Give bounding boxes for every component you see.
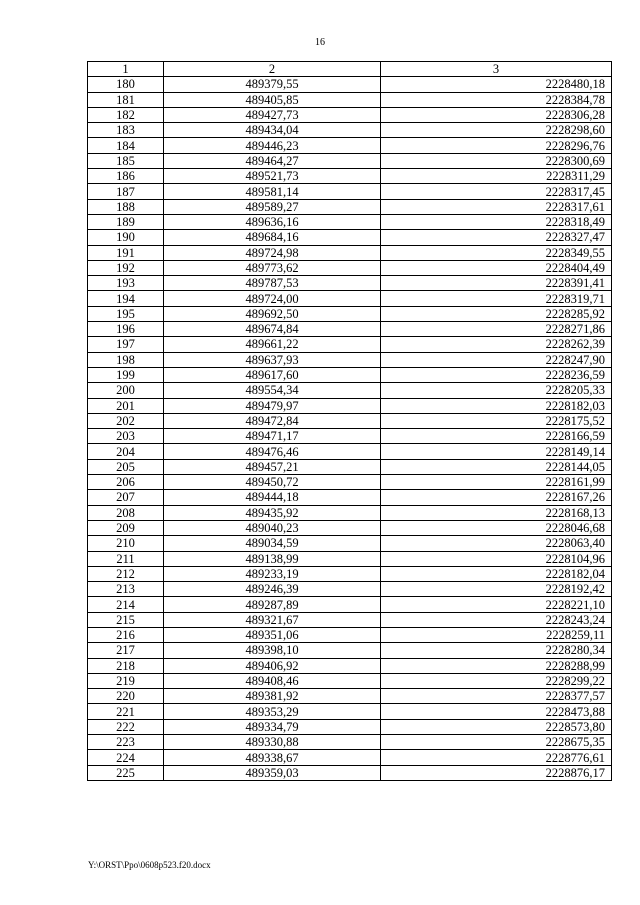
cell-x-coordinate: 489446,23 <box>164 138 381 153</box>
cell-y-coordinate: 2228280,34 <box>381 643 612 658</box>
cell-point-number: 193 <box>88 276 164 291</box>
cell-x-coordinate: 489636,16 <box>164 214 381 229</box>
cell-y-coordinate: 2228259,11 <box>381 627 612 642</box>
coordinates-table <box>87 61 612 781</box>
table-row <box>88 566 612 581</box>
table-row <box>88 475 612 490</box>
cell-point-number: 211 <box>88 551 164 566</box>
table-row <box>88 184 612 199</box>
cell-point-number: 201 <box>88 398 164 413</box>
cell-x-coordinate: 489554,34 <box>164 383 381 398</box>
table-row <box>88 77 612 92</box>
cell-y-coordinate: 2228168,13 <box>381 505 612 520</box>
cell-y-coordinate: 2228247,90 <box>381 352 612 367</box>
table-row <box>88 673 612 688</box>
cell-x-coordinate: 489450,72 <box>164 475 381 490</box>
cell-x-coordinate: 489334,79 <box>164 719 381 734</box>
cell-x-coordinate: 489521,73 <box>164 169 381 184</box>
cell-x-coordinate: 489589,27 <box>164 199 381 214</box>
column-header-y: 3 <box>381 62 612 77</box>
cell-point-number: 206 <box>88 475 164 490</box>
cell-x-coordinate: 489321,67 <box>164 612 381 627</box>
cell-x-coordinate: 489674,84 <box>164 322 381 337</box>
table-row <box>88 367 612 382</box>
cell-x-coordinate: 489637,93 <box>164 352 381 367</box>
cell-x-coordinate: 489661,22 <box>164 337 381 352</box>
cell-point-number: 222 <box>88 719 164 734</box>
cell-point-number: 200 <box>88 383 164 398</box>
table-row <box>88 505 612 520</box>
table-row <box>88 230 612 245</box>
cell-x-coordinate: 489408,46 <box>164 673 381 688</box>
cell-y-coordinate: 2228192,42 <box>381 582 612 597</box>
cell-point-number: 208 <box>88 505 164 520</box>
cell-x-coordinate: 489405,85 <box>164 92 381 107</box>
cell-x-coordinate: 489034,59 <box>164 536 381 551</box>
cell-y-coordinate: 2228144,05 <box>381 459 612 474</box>
cell-point-number: 188 <box>88 199 164 214</box>
cell-x-coordinate: 489287,89 <box>164 597 381 612</box>
cell-y-coordinate: 2228384,78 <box>381 92 612 107</box>
cell-y-coordinate: 2228876,17 <box>381 765 612 780</box>
cell-x-coordinate: 489435,92 <box>164 505 381 520</box>
cell-x-coordinate: 489398,10 <box>164 643 381 658</box>
cell-point-number: 190 <box>88 230 164 245</box>
cell-x-coordinate: 489379,55 <box>164 77 381 92</box>
cell-point-number: 220 <box>88 689 164 704</box>
cell-x-coordinate: 489479,97 <box>164 398 381 413</box>
table-row <box>88 750 612 765</box>
table-row <box>88 597 612 612</box>
table-row <box>88 398 612 413</box>
cell-y-coordinate: 2228473,88 <box>381 704 612 719</box>
cell-point-number: 197 <box>88 337 164 352</box>
cell-point-number: 189 <box>88 214 164 229</box>
cell-x-coordinate: 489330,88 <box>164 735 381 750</box>
cell-y-coordinate: 2228349,55 <box>381 245 612 260</box>
cell-point-number: 199 <box>88 367 164 382</box>
table-row <box>88 627 612 642</box>
cell-x-coordinate: 489724,98 <box>164 245 381 260</box>
cell-point-number: 212 <box>88 566 164 581</box>
cell-point-number: 217 <box>88 643 164 658</box>
cell-y-coordinate: 2228319,71 <box>381 291 612 306</box>
table-row <box>88 459 612 474</box>
cell-y-coordinate: 2228166,59 <box>381 429 612 444</box>
cell-y-coordinate: 2228317,61 <box>381 199 612 214</box>
cell-y-coordinate: 2228327,47 <box>381 230 612 245</box>
cell-y-coordinate: 2228182,03 <box>381 398 612 413</box>
cell-point-number: 210 <box>88 536 164 551</box>
cell-point-number: 185 <box>88 153 164 168</box>
cell-x-coordinate: 489476,46 <box>164 444 381 459</box>
cell-x-coordinate: 489787,53 <box>164 276 381 291</box>
cell-y-coordinate: 2228167,26 <box>381 490 612 505</box>
cell-x-coordinate: 489444,18 <box>164 490 381 505</box>
cell-y-coordinate: 2228776,61 <box>381 750 612 765</box>
cell-y-coordinate: 2228299,22 <box>381 673 612 688</box>
table-row <box>88 153 612 168</box>
cell-x-coordinate: 489381,92 <box>164 689 381 704</box>
cell-point-number: 205 <box>88 459 164 474</box>
cell-y-coordinate: 2228149,14 <box>381 444 612 459</box>
table-row <box>88 199 612 214</box>
cell-y-coordinate: 2228404,49 <box>381 260 612 275</box>
cell-y-coordinate: 2228377,57 <box>381 689 612 704</box>
cell-point-number: 187 <box>88 184 164 199</box>
cell-y-coordinate: 2228391,41 <box>381 276 612 291</box>
cell-point-number: 186 <box>88 169 164 184</box>
cell-point-number: 204 <box>88 444 164 459</box>
cell-point-number: 198 <box>88 352 164 367</box>
cell-y-coordinate: 2228318,49 <box>381 214 612 229</box>
cell-point-number: 184 <box>88 138 164 153</box>
cell-point-number: 219 <box>88 673 164 688</box>
cell-point-number: 183 <box>88 123 164 138</box>
page-number: 16 <box>315 37 325 48</box>
table-row <box>88 612 612 627</box>
table-header-row <box>88 62 612 77</box>
cell-y-coordinate: 2228300,69 <box>381 153 612 168</box>
cell-point-number: 196 <box>88 322 164 337</box>
cell-x-coordinate: 489457,21 <box>164 459 381 474</box>
cell-point-number: 202 <box>88 413 164 428</box>
cell-y-coordinate: 2228306,28 <box>381 107 612 122</box>
table-row <box>88 444 612 459</box>
cell-y-coordinate: 2228573,80 <box>381 719 612 734</box>
cell-x-coordinate: 489351,06 <box>164 627 381 642</box>
cell-y-coordinate: 2228063,40 <box>381 536 612 551</box>
table-row <box>88 719 612 734</box>
cell-point-number: 209 <box>88 520 164 535</box>
cell-y-coordinate: 2228675,35 <box>381 735 612 750</box>
cell-point-number: 181 <box>88 92 164 107</box>
table-row <box>88 520 612 535</box>
column-header-x: 2 <box>164 62 381 77</box>
table-row <box>88 245 612 260</box>
cell-point-number: 216 <box>88 627 164 642</box>
cell-point-number: 224 <box>88 750 164 765</box>
cell-x-coordinate: 489138,99 <box>164 551 381 566</box>
table-row <box>88 352 612 367</box>
cell-y-coordinate: 2228262,39 <box>381 337 612 352</box>
cell-y-coordinate: 2228046,68 <box>381 520 612 535</box>
table-row <box>88 123 612 138</box>
cell-y-coordinate: 2228175,52 <box>381 413 612 428</box>
cell-x-coordinate: 489427,73 <box>164 107 381 122</box>
table-row <box>88 765 612 780</box>
cell-x-coordinate: 489359,03 <box>164 765 381 780</box>
cell-x-coordinate: 489581,14 <box>164 184 381 199</box>
cell-y-coordinate: 2228271,86 <box>381 322 612 337</box>
table-row <box>88 260 612 275</box>
table-row <box>88 383 612 398</box>
cell-point-number: 180 <box>88 77 164 92</box>
cell-point-number: 194 <box>88 291 164 306</box>
table-row <box>88 337 612 352</box>
cell-x-coordinate: 489471,17 <box>164 429 381 444</box>
table-row <box>88 643 612 658</box>
table-row <box>88 429 612 444</box>
table-row <box>88 413 612 428</box>
cell-point-number: 192 <box>88 260 164 275</box>
cell-y-coordinate: 2228161,99 <box>381 475 612 490</box>
cell-x-coordinate: 489692,50 <box>164 306 381 321</box>
cell-x-coordinate: 489338,67 <box>164 750 381 765</box>
cell-x-coordinate: 489464,27 <box>164 153 381 168</box>
table-row <box>88 107 612 122</box>
table-row <box>88 658 612 673</box>
table-row <box>88 536 612 551</box>
cell-x-coordinate: 489724,00 <box>164 291 381 306</box>
cell-y-coordinate: 2228221,10 <box>381 597 612 612</box>
cell-x-coordinate: 489684,16 <box>164 230 381 245</box>
cell-x-coordinate: 489353,29 <box>164 704 381 719</box>
cell-point-number: 225 <box>88 765 164 780</box>
cell-point-number: 213 <box>88 582 164 597</box>
column-header-point: 1 <box>88 62 164 77</box>
table-row <box>88 490 612 505</box>
cell-y-coordinate: 2228480,18 <box>381 77 612 92</box>
table-row <box>88 214 612 229</box>
cell-x-coordinate: 489233,19 <box>164 566 381 581</box>
table-row <box>88 582 612 597</box>
cell-y-coordinate: 2228104,96 <box>381 551 612 566</box>
cell-x-coordinate: 489040,23 <box>164 520 381 535</box>
cell-point-number: 207 <box>88 490 164 505</box>
cell-y-coordinate: 2228205,33 <box>381 383 612 398</box>
cell-x-coordinate: 489472,84 <box>164 413 381 428</box>
cell-x-coordinate: 489246,39 <box>164 582 381 597</box>
cell-y-coordinate: 2228243,24 <box>381 612 612 627</box>
cell-x-coordinate: 489434,04 <box>164 123 381 138</box>
table-body <box>88 77 612 781</box>
cell-x-coordinate: 489406,92 <box>164 658 381 673</box>
table-row <box>88 291 612 306</box>
table-row <box>88 704 612 719</box>
cell-y-coordinate: 2228317,45 <box>381 184 612 199</box>
cell-y-coordinate: 2228236,59 <box>381 367 612 382</box>
cell-y-coordinate: 2228285,92 <box>381 306 612 321</box>
cell-x-coordinate: 489617,60 <box>164 367 381 382</box>
table-row <box>88 689 612 704</box>
table-row <box>88 322 612 337</box>
table-row <box>88 551 612 566</box>
cell-point-number: 191 <box>88 245 164 260</box>
cell-point-number: 215 <box>88 612 164 627</box>
cell-point-number: 203 <box>88 429 164 444</box>
table-row <box>88 276 612 291</box>
cell-point-number: 182 <box>88 107 164 122</box>
table-row <box>88 92 612 107</box>
cell-x-coordinate: 489773,62 <box>164 260 381 275</box>
table-row <box>88 138 612 153</box>
cell-y-coordinate: 2228311,29 <box>381 169 612 184</box>
table-row <box>88 735 612 750</box>
cell-y-coordinate: 2228296,76 <box>381 138 612 153</box>
cell-point-number: 195 <box>88 306 164 321</box>
cell-y-coordinate: 2228182,04 <box>381 566 612 581</box>
cell-point-number: 221 <box>88 704 164 719</box>
footer-file-path: Y:\ORST\Ppo\0608p523.f20.docx <box>88 860 211 870</box>
cell-point-number: 218 <box>88 658 164 673</box>
table-row <box>88 306 612 321</box>
cell-y-coordinate: 2228288,99 <box>381 658 612 673</box>
cell-y-coordinate: 2228298,60 <box>381 123 612 138</box>
cell-point-number: 223 <box>88 735 164 750</box>
cell-point-number: 214 <box>88 597 164 612</box>
table-row <box>88 169 612 184</box>
